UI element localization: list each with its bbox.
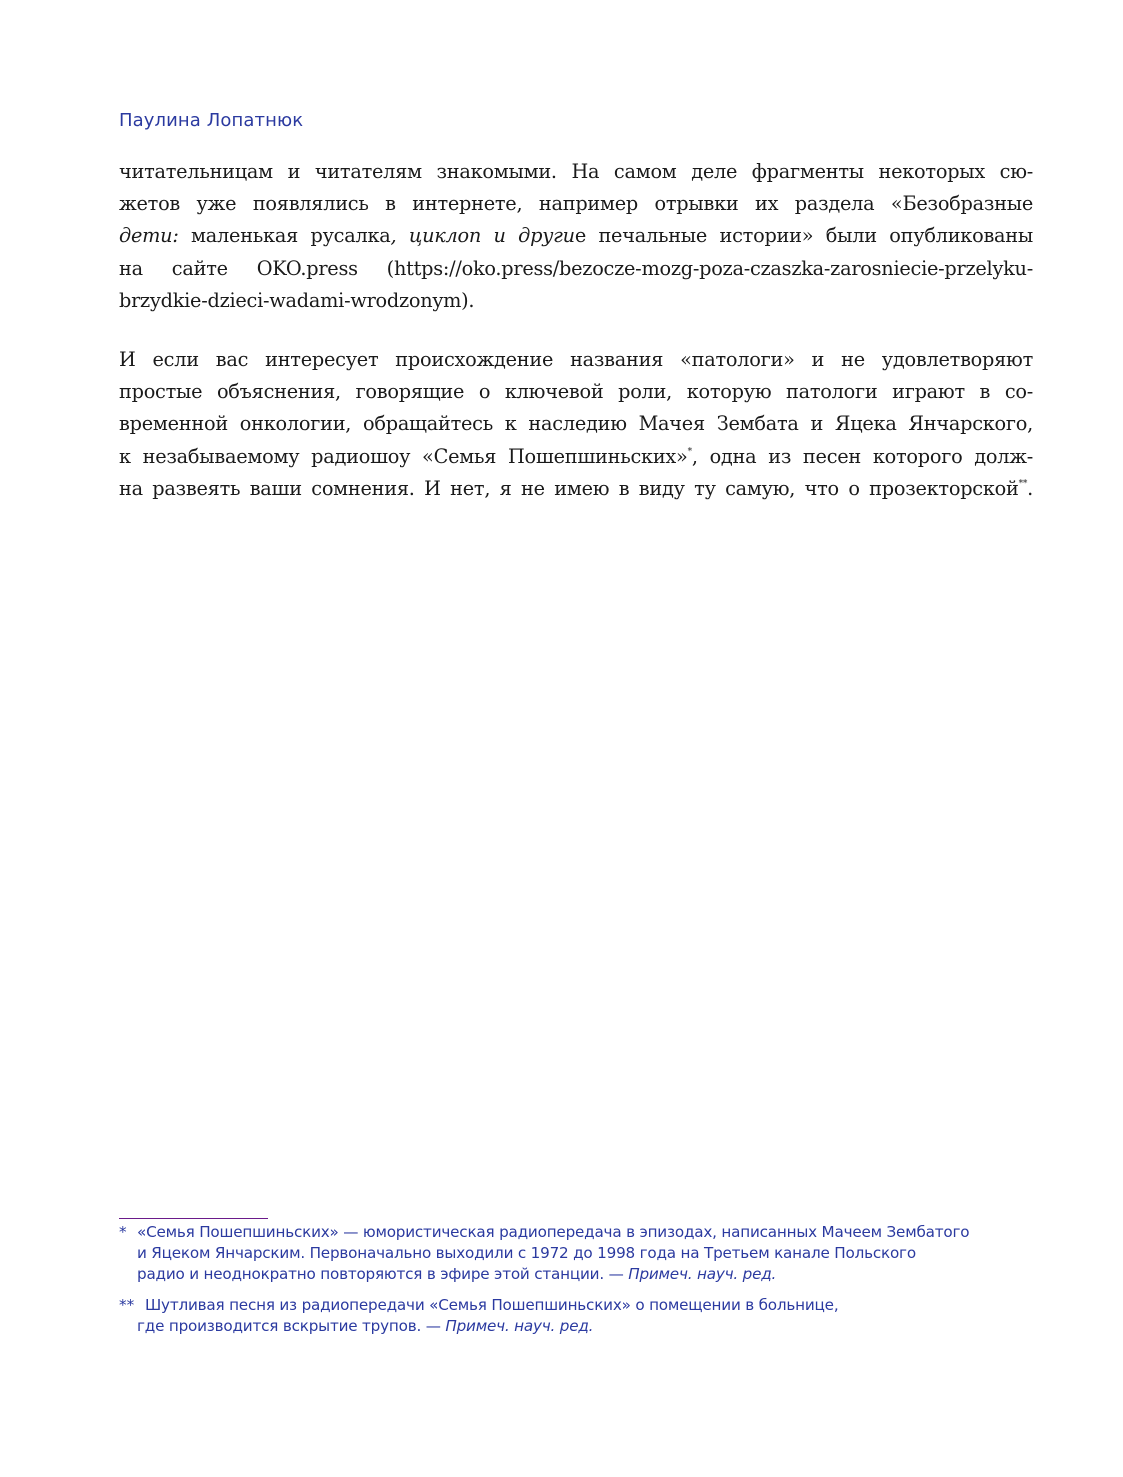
footnote-ref-1[interactable]: *	[687, 446, 692, 457]
italic-text: дети:	[119, 224, 179, 248]
footnote-line: и Яцеком Янчарским. Первоначально выходили с 1972 до 1998 года на Третьем канале Польского	[137, 1244, 916, 1262]
paragraph-line: И если вас интересует происхождение названия «патологи» и не удовлетворяют	[119, 348, 1033, 371]
editor-note: Примеч. науч. ред.	[445, 1317, 594, 1335]
footnote-2	[119, 1295, 1039, 1337]
paragraph-line: жетов уже появлялись в интернете, например отрывки их раздела «Безобразные	[119, 192, 1033, 216]
text-run: маленькая русалка	[178, 224, 391, 248]
footnote-separator	[119, 1218, 268, 1219]
footnote-mark: *	[119, 1223, 127, 1241]
paragraph-line	[119, 220, 1033, 252]
paragraph-line	[119, 473, 1033, 505]
text-run: е печальные истории» были опубликованы	[574, 224, 1033, 248]
text-run: на развеять ваши сомнения. И нет, я не имею в виду ту самую, что о прозекторской	[119, 476, 1019, 500]
footnote-mark: **	[119, 1296, 135, 1314]
paragraph-2	[119, 344, 1033, 505]
text-run: где производится вскрытие трупов. —	[137, 1317, 446, 1335]
footnote-line	[137, 1264, 1039, 1285]
paragraph-line: brzydkie-dzieci-wadami-wrodzonym).	[119, 288, 475, 312]
running-head-author: Паулина Лопатнюк	[119, 110, 304, 131]
paragraph-line: на сайте OKO.press (https://oko.press/bezocze-mozg-poza-czaszka-zarosniecie-przelyku-	[119, 256, 1033, 280]
footnote-body	[119, 1295, 1039, 1337]
italic-text: циклоп и други	[396, 224, 575, 248]
footnote-line: Шутливая песня из радиопередачи «Семья Пошепшиньских» о помещении в больнице,	[145, 1296, 839, 1314]
footnotes	[119, 1222, 1039, 1347]
footnote-body	[119, 1222, 1039, 1285]
footnote-line: «Семья Пошепшиньских» — юмористическая радиопередача в эпизодах, написанных Мачеем Зембатого	[137, 1223, 970, 1241]
text-run: к незабываемому радиошоу «Семья Пошепшиньских»	[119, 444, 688, 468]
paragraph-line	[119, 441, 1033, 473]
paragraph-line: читательницам и читателям знакомыми. На самом деле фрагменты некоторых сю-	[119, 160, 1033, 183]
editor-note: Примеч. науч. ред.	[628, 1265, 777, 1283]
footnote-ref-2[interactable]: **	[1018, 478, 1028, 489]
footnote-1	[119, 1222, 1039, 1285]
italic-text: ,	[390, 224, 397, 248]
footnote-line	[137, 1316, 1039, 1337]
paragraph-line: простые объяснения, говорящие о ключевой роли, которую патологи играют в со-	[119, 380, 1033, 404]
text-run: , одна из песен которого долж-	[691, 444, 1033, 468]
text-run: радио и неоднократно повторяются в эфире этой станции. —	[137, 1265, 629, 1283]
text-run: .	[1027, 476, 1033, 500]
paragraph-1	[119, 156, 1033, 317]
paragraph-line: временной онкологии, обращайтесь к наследию Мачея Зембата и Яцека Янчарского,	[119, 412, 1033, 436]
